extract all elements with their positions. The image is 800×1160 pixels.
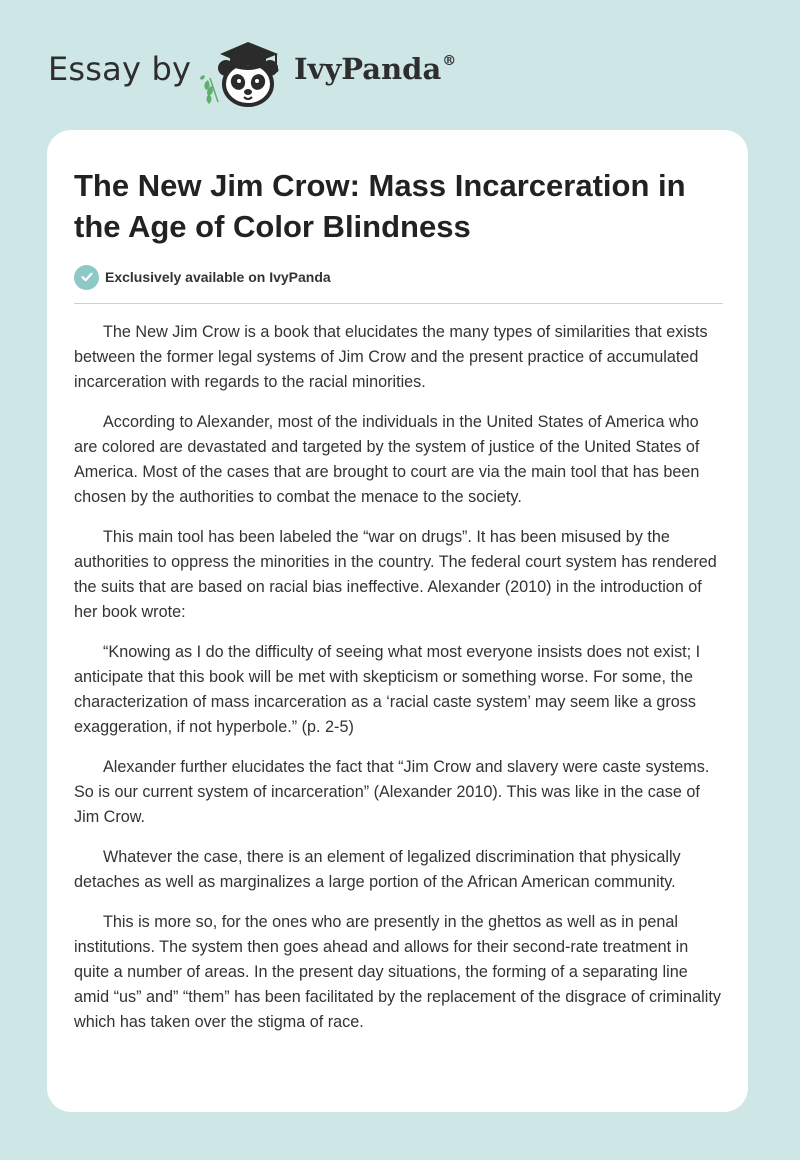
essay-body	[74, 320, 726, 1050]
paragraph: “Knowing as I do the difficulty of seeing what most everyone insists does not exist; I anticipate that this book will be met with skepticism or something worse. For some, the characterization of mass incarceration as a ‘racial caste system’ may seem like a gross exaggeration, if not hyperbole.” (p. 2-5)	[74, 643, 701, 736]
paragraph: According to Alexander, most of the individuals in the United States of America who are colored are devastated and targeted by the system of justice of the United States of America. Most of the cases that are brought to court are via the main tool that has been chosen by the authorities to combat the menace to the society.	[74, 413, 700, 506]
check-icon	[74, 265, 99, 290]
paragraph: Whatever the case, there is an element of legalized discrimination that physically detaches as well as marginalizes a large portion of the African American community.	[74, 848, 681, 891]
brand-name-text: IvyPanda	[294, 52, 442, 86]
exclusive-badge-text: Exclusively available on IvyPanda	[105, 269, 331, 285]
paragraph: Alexander further elucidates the fact that “Jim Crow and slavery were caste systems. So is our current system of incarceration” (Alexander 2010). This was like in the case of Jim Crow.	[74, 758, 710, 826]
paragraph: This is more so, for the ones who are presently in the ghettos as well as in penal institutions. The system then goes ahead and allows for their second-rate treatment in quite a number of areas. In the present day situations, the forming of a separating line amid “us” and” “them” has been facilitated by the replacement of the disgrace of criminality which has taken over the stigma of race.	[74, 913, 721, 1031]
essay-card	[47, 130, 748, 1112]
essay-by-label: Essay by	[48, 50, 192, 88]
registered-mark: ®	[442, 53, 457, 69]
site-header	[0, 0, 800, 130]
essay-title: The New Jim Crow: Mass Incarceration in the Age of Color Blindness	[74, 168, 686, 244]
divider	[74, 303, 723, 304]
paragraph: The New Jim Crow is a book that elucidates the many types of similarities that exists between the former legal systems of Jim Crow and the present practice of accumulated incarceration with regards to the racial minorities.	[74, 323, 708, 391]
brand-name[interactable]	[294, 52, 456, 86]
exclusive-badge	[74, 264, 331, 290]
panda-graduation-cap-icon[interactable]	[200, 36, 292, 110]
paragraph: This main tool has been labeled the “war on drugs”. It has been misused by the authorities to oppress the minorities in the country. The federal court system has rendered the suits that are based on racial bias ineffective. Alexander (2010) in the introduction of her book wrote:	[74, 528, 717, 621]
